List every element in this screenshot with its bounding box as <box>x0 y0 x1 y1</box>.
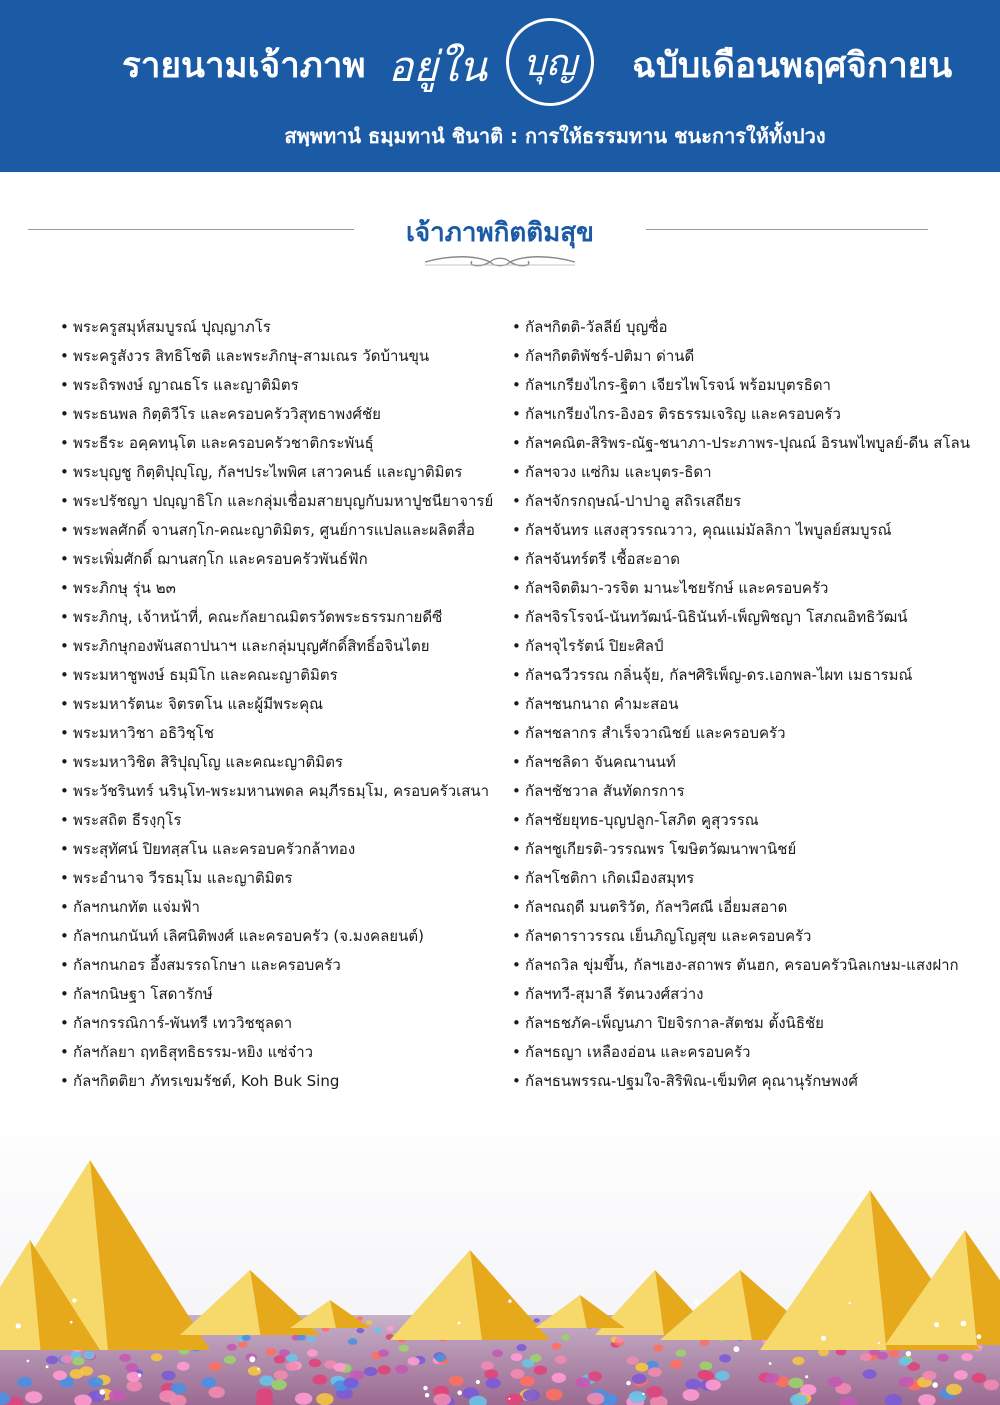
sponsor-right-item: • กัลฯจันทร แสงสุวรรณวาว, คุณแม่มัลลิกา ไพบูลย์สมบูรณ์ <box>512 516 982 545</box>
sponsor-left-item: • กัลฯกนิษฐา โสดารักษ์ <box>60 980 500 1009</box>
sponsor-left-item: • พระครูสมุห์สมบูรณ์ ปุญฺญาภโร <box>60 313 500 342</box>
sponsor-left-item: • พระภิกษุ, เจ้าหน้าที่, คณะกัลยาณมิตรวัดพระธรรมกายดีซี <box>60 603 500 632</box>
header-banner <box>0 0 1000 172</box>
logo-circle-word: บุญ <box>523 42 577 84</box>
sponsor-left-item: • พระสถิต ธีรงฺกุโร <box>60 806 500 835</box>
sponsor-left-item: • พระพลศักดิ์ จานสกฺโก-คณะญาติมิตร, ศูนย์การแปลและผลิตสื่อ <box>60 516 500 545</box>
sponsor-left-item: • พระมหาชูพงษ์ ธมฺมิโก และคณะญาติมิตร <box>60 661 500 690</box>
sponsor-right-item: • กัลฯจวง แซ่กิม และบุตร-ธิดา <box>512 458 982 487</box>
sponsor-list-right <box>512 313 982 1096</box>
sponsor-left-item: • กัลฯกนกนันท์ เลิศนิติพงศ์ และครอบครัว (จ.มงคลยนต์) <box>60 922 500 951</box>
sponsor-left-item: • พระสุทัศน์ ปิยทสฺสโน และครอบครัวกล้าทอง <box>60 835 500 864</box>
sponsor-right-item: • กัลฯชลากร สำเร็จวาณิชย์ และครอบครัว <box>512 719 982 748</box>
sponsor-left-item: • พระภิกษุ รุ่น ๒๓ <box>60 574 500 603</box>
sponsor-left-item: • พระเพิ่มศักดิ์ ฌานสกฺโก และครอบครัวพันธ์ฟัก <box>60 545 500 574</box>
sponsor-right-item: • กัลฯชัยยุทธ-บุญปลูก-โสภิต คูสุวรรณ <box>512 806 982 835</box>
sponsor-left-item: • พระครูสังวร สิทธิโชติ และพระภิกษุ-สามเณร วัดบ้านขุน <box>60 342 500 371</box>
sponsor-right-item: • กัลฯจิรโรจน์-นันทวัฒน์-นิธินันท์-เพ็ญพิชญา โสภณอิทธิวัฒน์ <box>512 603 982 632</box>
sponsor-left-item: • พระมหาวิชิต สิริปุญฺโญ และคณะญาติมิตร <box>60 748 500 777</box>
sponsor-right-item: • กัลฯทวี-สุมาลี รัตนวงศ์สว่าง <box>512 980 982 1009</box>
sponsor-left-item: • พระภิกษุกองพันสถาปนาฯ และกลุ่มบุญศักดิ์สิทธิ์อจินไตย <box>60 632 500 661</box>
sponsor-right-item: • กัลฯธชภัค-เพ็ญนภา ปิยจิรกาล-สัตชม ตั้งนิธิชัย <box>512 1009 982 1038</box>
sponsor-right-item: • กัลฯคณิต-สิริพร-ณัฐ-ชนาภา-ประภาพร-ปุณณ์ อิรนพไพบูลย์-ดีน สโลน <box>512 429 982 458</box>
sponsor-left-item: • พระธีระ อคฺคทนฺโต และครอบครัวชาติกระพันธุ์ <box>60 429 500 458</box>
sponsor-right-item: • กัลฯชูเกียรติ-วรรณพร โฆษิตวัฒนาพานิชย์ <box>512 835 982 864</box>
sponsor-left-item: • พระบุญชู กิตฺติปุญฺโญ, กัลฯประไพพิศ เสาวคนธ์ และญาติมิตร <box>60 458 500 487</box>
sponsor-left-item: • กัลฯกัลยา ฤทธิสุทธิธรรม-หยิง แซ่จ๋าว <box>60 1038 500 1067</box>
sponsor-left-item: • พระมหาวิชา อธิวิชฺโช <box>60 719 500 748</box>
sponsor-left-item: • พระธนพล กิตฺติวีโร และครอบครัววิสุทธาพงศ์ชัย <box>60 400 500 429</box>
sponsor-right-item: • กัลฯกิตติพัชร์-ปติมา ด่านดี <box>512 342 982 371</box>
flourish-ornament <box>420 252 580 272</box>
sponsor-right-item: • กัลฯดาราวรรณ เย็นภิญโญสุข และครอบครัว <box>512 922 982 951</box>
sponsor-right-item: • กัลฯฉวีวรรณ กลิ่นจุ้ย, กัลฯศิริเพ็ญ-ดร.เอกพล-ไผท เมธารมณ์ <box>512 661 982 690</box>
sponsor-right-item: • กัลฯถวิล ขุ่มขึ้น, กัลฯเฮง-สถาพร ตันฮก, ครอบครัวนิลเกษม-แสงฝาก <box>512 951 982 980</box>
sponsor-right-item: • กัลฯโชติกา เกิดเมืองสมุทร <box>512 864 982 893</box>
sponsor-right-item: • กัลฯชัชวาล สันทัดกรการ <box>512 777 982 806</box>
sponsor-left-item: • พระถิรพงษ์ ญาณธโร และญาติมิตร <box>60 371 500 400</box>
magazine-logo <box>388 18 618 110</box>
section-title: เจ้าภาพกิตติมสุข <box>406 218 594 248</box>
sponsor-right-item: • กัลฯชลิดา จันคณานนท์ <box>512 748 982 777</box>
sponsor-right-item: • กัลฯณฤดี มนตริวัต, กัลฯวิศณี เอี่ยมสอาด <box>512 893 982 922</box>
sponsor-right-item: • กัลฯเกรียงไกร-อิงอร ติรธรรมเจริญ และครอบครัว <box>512 400 982 429</box>
sponsor-right-item: • กัลฯกิตติ-วัลลีย์ บุญซื่อ <box>512 313 982 342</box>
title-left: รายนามเจ้าภาพ <box>122 46 366 86</box>
sponsor-right-item: • กัลฯจุไรรัตน์ ปิยะศิลป์ <box>512 632 982 661</box>
sponsor-left-item: • กัลฯกนกทัต แจ่มฟ้า <box>60 893 500 922</box>
sponsor-list-left <box>60 313 500 1096</box>
sponsor-right-item: • กัลฯธญา เหลืองอ่อน และครอบครัว <box>512 1038 982 1067</box>
sponsor-left-item: • กัลฯกนกอร อึ้งสมรรถโกษา และครอบครัว <box>60 951 500 980</box>
sponsor-left-item: • พระวัชรินทร์ นรินฺโท-พระมหานพดล คมฺภีรธมฺโม, ครอบครัวเสนา <box>60 777 500 806</box>
sponsor-right-item: • กัลฯจักรกฤษณ์-ปาปาอู สถิรเสถียร <box>512 487 982 516</box>
sponsor-right-item: • กัลฯจันทร์ตรี เชื้อสะอาด <box>512 545 982 574</box>
sponsor-left-item: • กัลฯกิตติยา ภัทรเขมรัชต์, Koh Buk Sing <box>60 1067 500 1096</box>
sponsor-right-item: • กัลฯจิตติมา-วรจิต มานะไชยรักษ์ และครอบครัว <box>512 574 982 603</box>
logo-circle <box>506 18 594 106</box>
sponsor-right-item: • กัลฯชนกนาถ คำมะสอน <box>512 690 982 719</box>
golden-pagoda-scene <box>0 1100 1000 1405</box>
sponsor-right-item: • กัลฯธนพรรณ-ปฐมใจ-สิริพิณ-เข็มทิศ คุณานุรักษพงศ์ <box>512 1067 982 1096</box>
sponsor-left-item: • พระอำนาจ วีรธมฺโม และญาติมิตร <box>60 864 500 893</box>
title-right: ฉบับเดือนพฤศจิกายน <box>632 46 953 86</box>
sponsor-right-item: • กัลฯเกรียงไกร-ฐิตา เจียรไพโรจน์ พร้อมบุตรธิดา <box>512 371 982 400</box>
sponsor-left-item: • กัลฯกรรณิการ์-พันทรี เทววิชชุลดา <box>60 1009 500 1038</box>
sponsor-left-item: • พระมหารัตนะ จิตรตโน และผู้มีพระคุณ <box>60 690 500 719</box>
header-subtitle: สพฺพทานํ ธมฺมทานํ ชินาติ : การให้ธรรมทาน ชนะการให้ทั้งปวง <box>284 124 826 148</box>
sponsor-left-item: • พระปรัชญา ปญฺญาธิโก และกลุ่มเชื่อมสายบุญกับมหาปูชนียาจารย์ <box>60 487 500 516</box>
logo-word: อยู่ใน <box>388 42 488 91</box>
